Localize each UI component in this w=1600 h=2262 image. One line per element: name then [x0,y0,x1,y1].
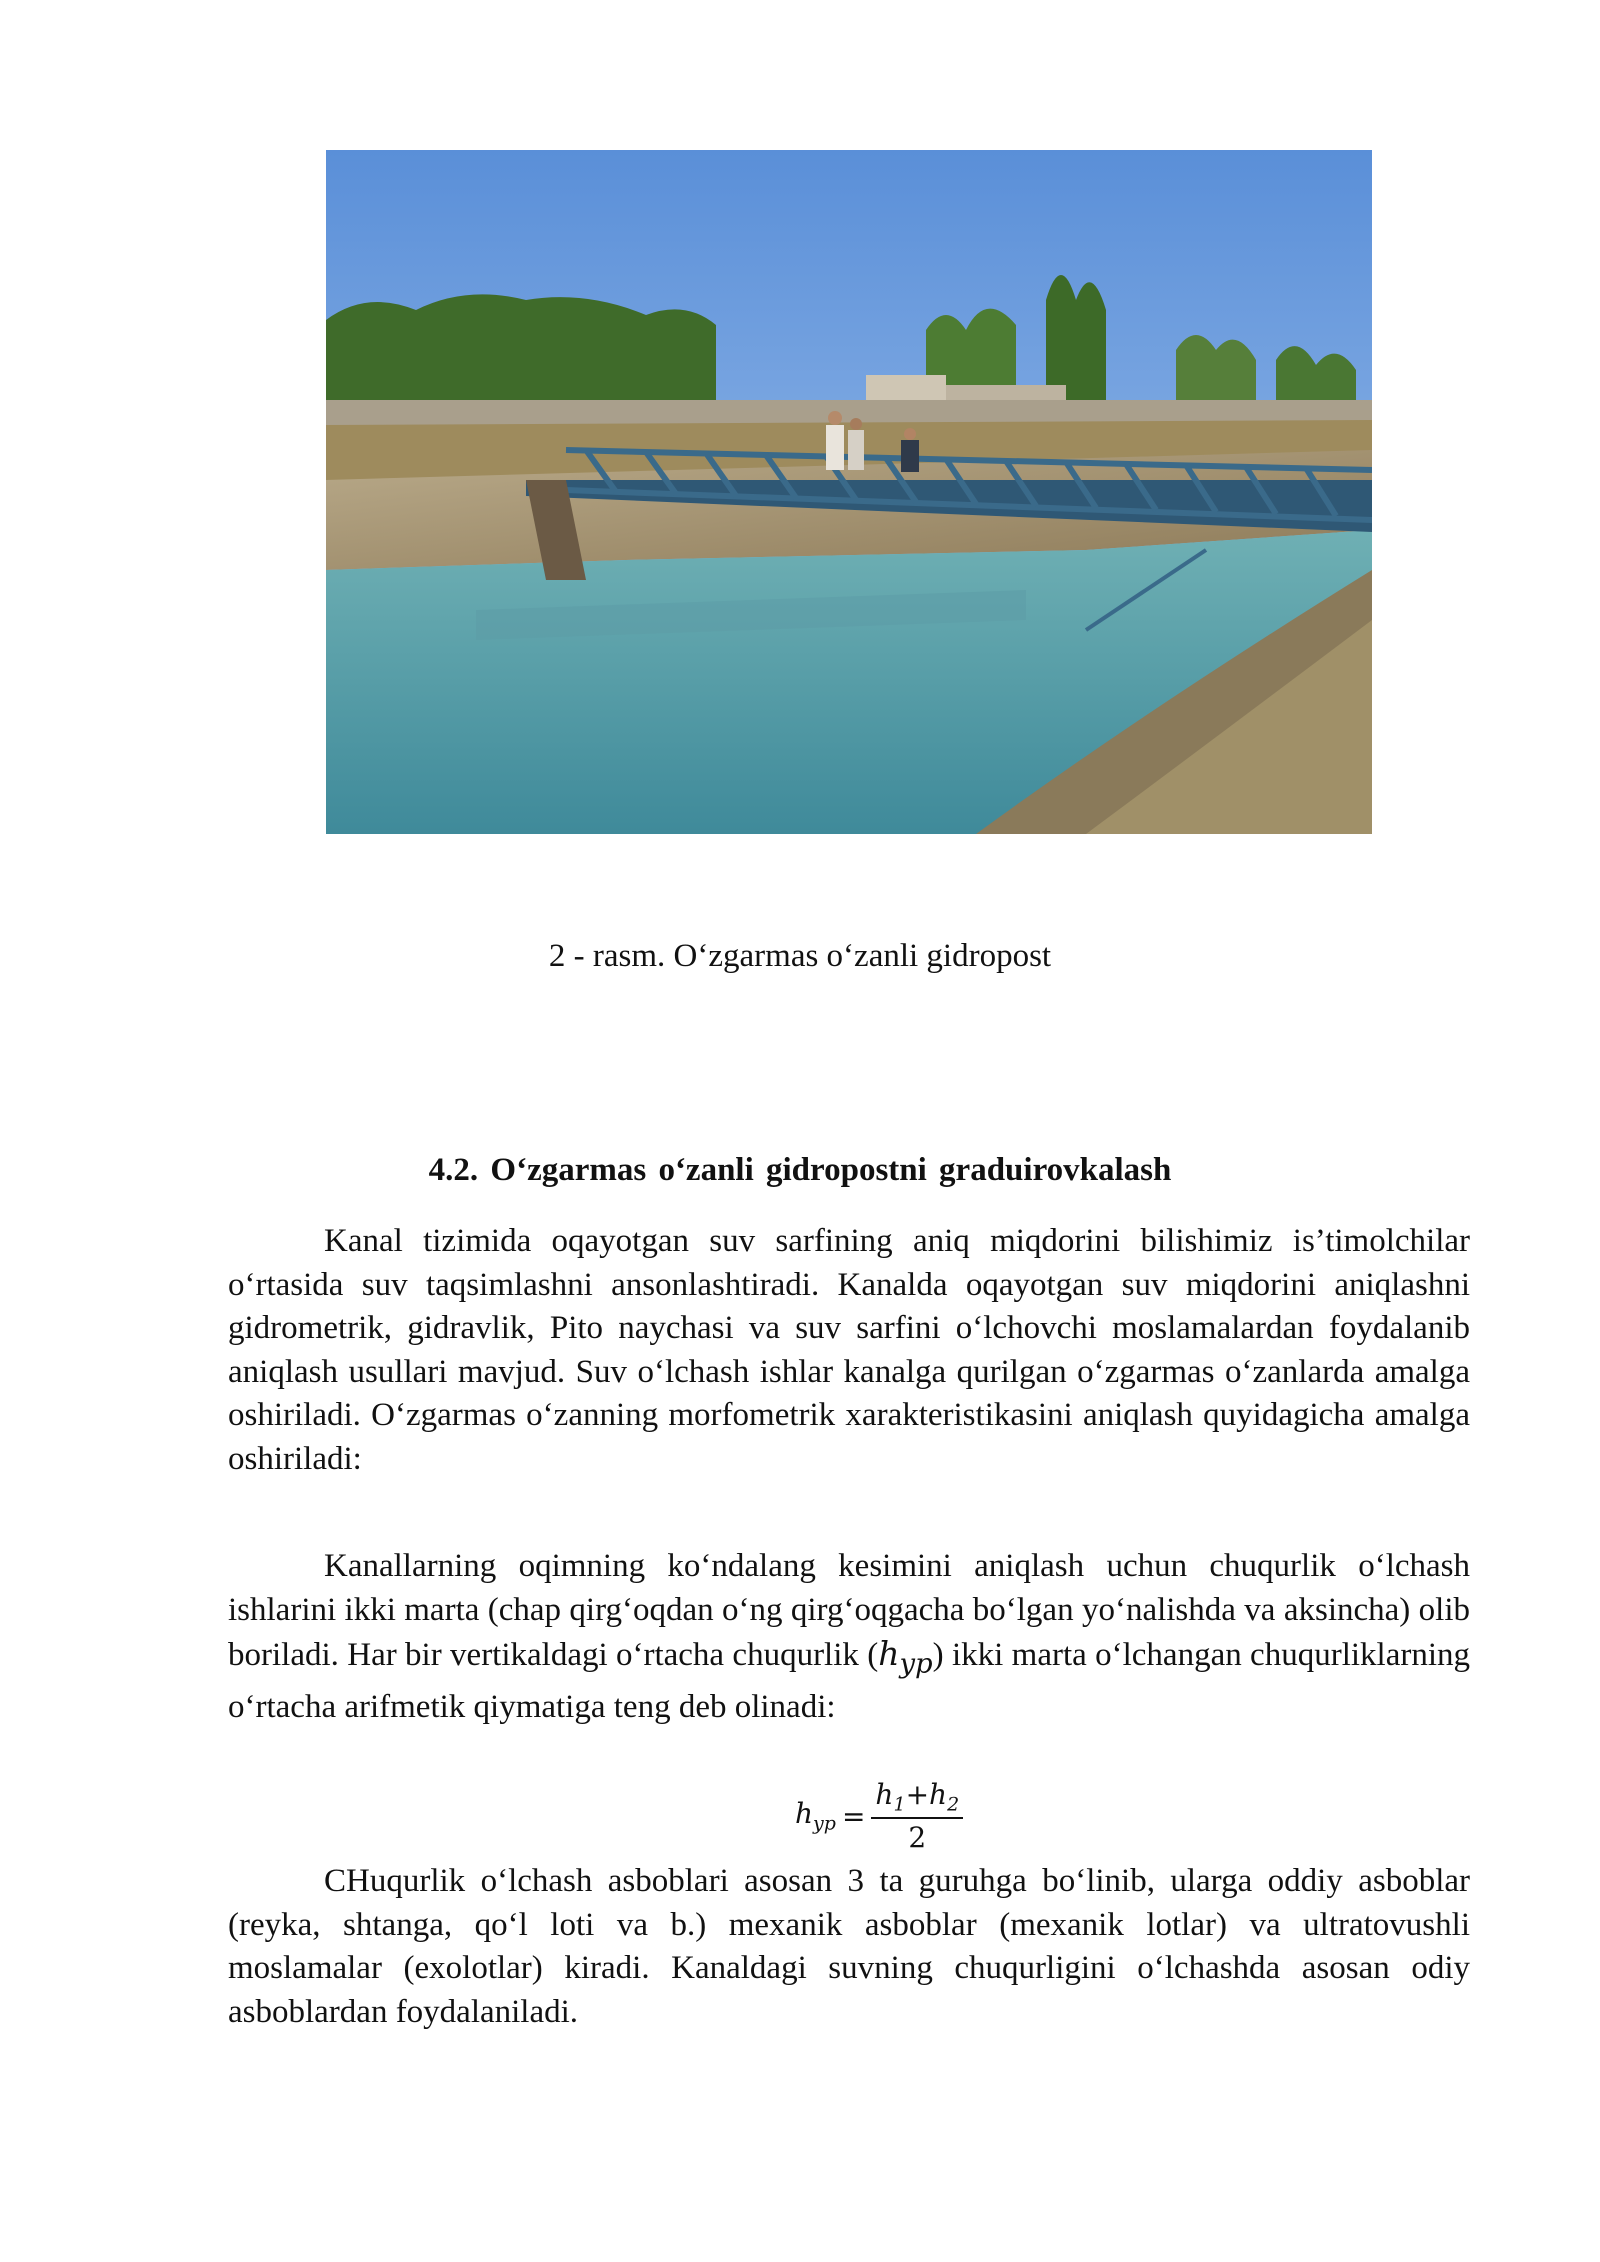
average-depth-symbol [878,1634,933,1680]
formula-h1: h [875,1777,894,1811]
section-heading: 4.2. O‘zgarmas o‘zanli gidropostni graduirovkalash [428,1152,1172,1188]
formula-plus: + [905,1777,930,1811]
paragraph-instruments: CHuqurlik o‘lchash asboblari asosan 3 ta guruhga bo‘linib, ularga oddiy asboblar (reyka, shtanga, qo‘l loti va b.) mexanik asboblar (mexanik lotlar) va ultratovushli moslamalar (exolotlar) kiradi. Kanaldagi suvning chuqurligini o‘lchashda asosan odiy asboblardan foydalaniladi. [228,1863,1470,2030]
average-depth-formula [795,1778,963,1854]
formula-fraction [871,1778,963,1855]
formula-h2: h [929,1777,948,1811]
canal-photo-drawing [326,150,1372,834]
paragraph-intro: Kanal tizimida oqayotgan suv sarfining aniq miqdorini bilishimiz is’timolchilar o‘rtasida suv taqsimlashni ansonlashtiradi. Kanalda oqayotgan suv miqdorini aniqlashni gidrometrik, gidravlik, Pito naychasi va suv sarfini o‘lchovchi moslamalardan foydalanib aniqlash usullari mavjud. Suv o‘lchash ishlar kanalga qurilgan o‘zgarmas o‘zanlarda amalga oshiriladi. O‘zgarmas o‘zanning morfometrik xarakteristikasini aniqlash quyidagicha amalga oshiriladi: [228,1223,1470,1477]
paragraph-depth-measurement [228,1545,1470,1730]
formula-h2-sub: 2 [947,1793,960,1816]
formula-numerator [871,1778,963,1820]
formula-h1-sub: 1 [893,1793,906,1816]
paragraph-depth-text-a: Kanallarning oqimning ko‘ndalang kesimini aniqlash uchun chuqurlik o‘lchash ishlarini ikki marta (chap qirg‘oqdan o‘ng qirg‘oqgacha bo‘lgan yo‘nalishda va aksincha) olib boriladi. Har bir vertikaldagi o‘rtacha chuqurlik ( [228,1548,1470,1673]
formula-lhs-sub: yp [813,1812,836,1835]
figure-caption: 2 - rasm. O‘zgarmas o‘zanli gidropost [548,938,1052,974]
formula-equals: = [841,1799,866,1833]
canal-photo [326,150,1372,834]
average-depth-symbol-letter: h [878,1634,900,1673]
paragraph-depth-text-b: ) ikki marta o‘lchangan chuqurliklarning o‘rtacha arifmetik qiymatiga teng deb olinadi: [228,1637,1471,1726]
average-depth-symbol-sub: yp [899,1647,933,1680]
formula-denominator: 2 [908,1821,927,1855]
formula-lhs [795,1797,836,1835]
formula-lhs-letter: h [795,1797,814,1831]
